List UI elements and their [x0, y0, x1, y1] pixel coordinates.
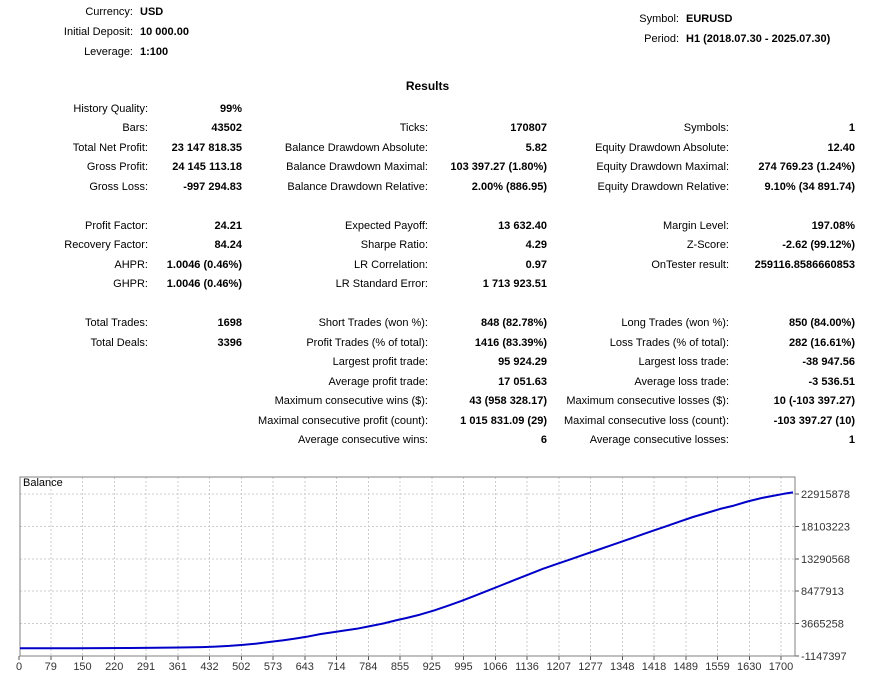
svg-text:1418: 1418: [641, 661, 667, 673]
stats-blocks: [0, 99, 855, 450]
stat-label: Gross Loss:: [89, 180, 148, 193]
period-row: [520, 29, 830, 49]
svg-text:-1147397: -1147397: [801, 651, 847, 663]
stat-value: 1416 (83.39%): [474, 336, 547, 349]
stat-value: 43502: [211, 122, 242, 135]
svg-text:573: 573: [263, 661, 283, 673]
initial-deposit-row: [0, 22, 189, 42]
chart-series-label: Balance: [23, 477, 63, 489]
stats-block: [0, 314, 855, 451]
stat-value: 197.08%: [811, 219, 855, 232]
stat-label: Equity Drawdown Maximal:: [596, 161, 729, 174]
svg-text:1277: 1277: [578, 661, 603, 673]
stat-value: 95 924.29: [498, 356, 547, 369]
svg-text:502: 502: [232, 661, 251, 673]
initial-deposit-value: 10 000.00: [140, 26, 189, 38]
stat-label: Maximal consecutive loss (count):: [563, 414, 729, 427]
results-title: Results: [405, 79, 450, 93]
stat-value: -997 294.83: [183, 180, 242, 193]
stat-value: 84.24: [214, 239, 242, 252]
stat-label: LR Standard Error:: [335, 278, 428, 291]
stat-value: 6: [540, 434, 547, 447]
stat-value: -38 947.56: [802, 356, 855, 369]
stat-value: 259116.8586660853: [754, 258, 855, 271]
stat-value: -3 536.51: [808, 375, 855, 388]
stat-value: -2.62 (99.12%): [782, 239, 855, 252]
svg-text:220: 220: [105, 661, 124, 673]
symbol-info: [520, 9, 830, 49]
currency-row: [0, 2, 189, 22]
stat-label: Profit Trades (% of total):: [306, 336, 428, 349]
stat-row: [0, 372, 855, 392]
stat-value: 1: [848, 434, 855, 447]
stat-label: Short Trades (won %):: [318, 317, 428, 330]
svg-text:1136: 1136: [515, 661, 539, 673]
svg-text:1489: 1489: [673, 661, 698, 673]
svg-text:18103223: 18103223: [801, 521, 850, 534]
stat-value: 0.97: [525, 258, 547, 271]
stat-row: [0, 177, 855, 197]
stat-value: 848 (82.78%): [480, 317, 547, 330]
svg-text:855: 855: [390, 661, 410, 673]
stat-label: Margin Level:: [662, 219, 729, 232]
stat-value: 170807: [510, 122, 547, 135]
stat-label: Z-Score:: [686, 239, 729, 252]
stat-value: -103 397.27 (10): [773, 414, 855, 427]
stat-row: [0, 275, 855, 295]
stat-label: Gross Profit:: [86, 161, 148, 174]
svg-text:79: 79: [44, 661, 57, 673]
svg-text:784: 784: [359, 661, 378, 673]
stat-label: Profit Factor:: [85, 219, 148, 232]
stat-value: 23 147 818.35: [171, 141, 242, 154]
svg-text:1630: 1630: [737, 661, 762, 673]
symbol-label: Symbol:: [639, 13, 679, 25]
stat-label: Maximum consecutive wins ($):: [274, 395, 428, 408]
period-value: H1 (2018.07.30 - 2025.07.30): [686, 33, 831, 45]
plot-border: [20, 477, 795, 656]
stat-value: 1698: [217, 317, 242, 330]
stat-label: Symbols:: [683, 122, 729, 135]
leverage-row: [0, 42, 189, 62]
svg-text:995: 995: [454, 661, 473, 673]
balance-chart: [0, 470, 873, 681]
stat-value: 24.21: [214, 219, 242, 232]
svg-text:1066: 1066: [483, 661, 508, 673]
stat-label: Average loss trade:: [634, 375, 729, 388]
symbol-value: EURUSD: [686, 13, 733, 25]
stat-label: Equity Drawdown Relative:: [597, 180, 729, 193]
svg-text:1207: 1207: [546, 661, 571, 673]
currency-label: Currency:: [85, 6, 133, 18]
svg-text:150: 150: [73, 661, 92, 673]
initial-deposit-label: Initial Deposit:: [63, 26, 133, 38]
stat-label: OnTester result:: [651, 258, 729, 271]
svg-text:1559: 1559: [705, 661, 730, 673]
svg-text:714: 714: [327, 661, 346, 673]
balance-chart-svg: [0, 470, 873, 681]
svg-text:432: 432: [200, 661, 219, 673]
stat-value: 4.29: [525, 239, 547, 252]
svg-text:361: 361: [168, 661, 187, 673]
stat-value: 13 632.40: [498, 219, 547, 232]
x-axis-labels: [16, 661, 793, 673]
account-info: [0, 2, 189, 62]
stat-label: Maximal consecutive profit (count):: [258, 414, 428, 427]
stat-label: Average consecutive losses:: [589, 434, 729, 447]
stat-label: Maximum consecutive losses ($):: [566, 395, 729, 408]
stat-label: Sharpe Ratio:: [360, 239, 428, 252]
stat-value: 103 397.27 (1.80%): [450, 161, 547, 174]
stat-value: 99%: [219, 102, 242, 115]
svg-text:1348: 1348: [610, 661, 635, 673]
stat-value: 24 145 113.18: [172, 161, 242, 174]
symbol-row: [520, 9, 830, 29]
stat-label: Expected Payoff:: [345, 219, 428, 232]
axis-ticks: [19, 494, 799, 660]
stat-label: Total Net Profit:: [72, 141, 148, 154]
stat-value: 282 (16.61%): [788, 336, 855, 349]
stat-row: [0, 392, 855, 412]
stat-value: 274 769.23 (1.24%): [758, 161, 855, 174]
stat-value: 850 (84.00%): [788, 317, 855, 330]
stat-label: Loss Trades (% of total):: [609, 336, 729, 349]
stat-row: [0, 255, 855, 275]
stat-row: [0, 99, 855, 119]
stat-label: Long Trades (won %):: [621, 317, 729, 330]
stat-value: 1 713 923.51: [482, 278, 547, 291]
stat-row: [0, 119, 855, 139]
balance-line: [20, 492, 793, 648]
svg-text:13290568: 13290568: [801, 553, 850, 566]
stat-row: [0, 411, 855, 431]
stat-label: Bars:: [122, 122, 148, 135]
stat-value: 1.0046 (0.46%): [166, 278, 242, 291]
stat-value: 5.82: [525, 141, 547, 154]
stat-label: GHPR:: [113, 278, 148, 291]
stat-row: [0, 216, 855, 236]
stat-label: Total Deals:: [90, 336, 148, 349]
stat-value: 2.00% (886.95): [471, 180, 547, 193]
stat-value: 1.0046 (0.46%): [166, 258, 242, 271]
stat-value: 10 (-103 397.27): [773, 395, 855, 408]
svg-text:22915878: 22915878: [801, 489, 850, 501]
y-axis-labels: [801, 489, 850, 663]
stat-label: Total Trades:: [85, 317, 148, 330]
stat-label: Average profit trade:: [328, 375, 428, 388]
svg-text:8477913: 8477913: [801, 586, 844, 599]
stat-value: 1 015 831.09 (29): [460, 414, 547, 427]
stats-block: [0, 216, 855, 294]
svg-text:643: 643: [295, 661, 314, 673]
stats-block: [0, 99, 855, 197]
currency-value: USD: [140, 6, 164, 18]
stat-row: [0, 333, 855, 353]
stat-label: AHPR:: [114, 258, 148, 271]
stat-row: [0, 314, 855, 334]
stat-label: Balance Drawdown Absolute:: [284, 141, 428, 154]
stat-label: Largest profit trade:: [332, 356, 428, 369]
stat-value: 3396: [217, 336, 242, 349]
period-label: Period:: [644, 33, 679, 45]
stat-value: 1: [848, 122, 855, 135]
stat-row: [0, 353, 855, 373]
stat-label: LR Correlation:: [354, 258, 428, 271]
stat-row: [0, 158, 855, 178]
svg-text:925: 925: [422, 661, 441, 673]
svg-text:3665258: 3665258: [801, 618, 844, 631]
svg-text:1700: 1700: [768, 661, 794, 673]
grid-lines: [20, 477, 795, 656]
stat-label: Recovery Factor:: [64, 239, 148, 252]
stat-row: [0, 431, 855, 451]
svg-text:0: 0: [15, 661, 23, 673]
stat-label: Equity Drawdown Absolute:: [595, 141, 729, 154]
stat-label: Largest loss trade:: [638, 356, 729, 369]
leverage-value: 1:100: [140, 46, 169, 58]
stat-value: 9.10% (34 891.74): [764, 180, 855, 193]
stat-label: History Quality:: [73, 102, 148, 115]
stat-label: Ticks:: [399, 122, 428, 135]
stat-value: 43 (958 328.17): [469, 395, 547, 408]
svg-text:291: 291: [136, 661, 156, 673]
stat-label: Balance Drawdown Relative:: [287, 180, 428, 193]
stat-label: Average consecutive wins:: [297, 434, 428, 447]
stat-label: Balance Drawdown Maximal:: [286, 161, 428, 174]
stat-row: [0, 138, 855, 158]
stat-value: 17 051.63: [498, 375, 547, 388]
stat-row: [0, 236, 855, 256]
leverage-label: Leverage:: [84, 46, 133, 58]
stat-value: 12.40: [827, 141, 855, 154]
